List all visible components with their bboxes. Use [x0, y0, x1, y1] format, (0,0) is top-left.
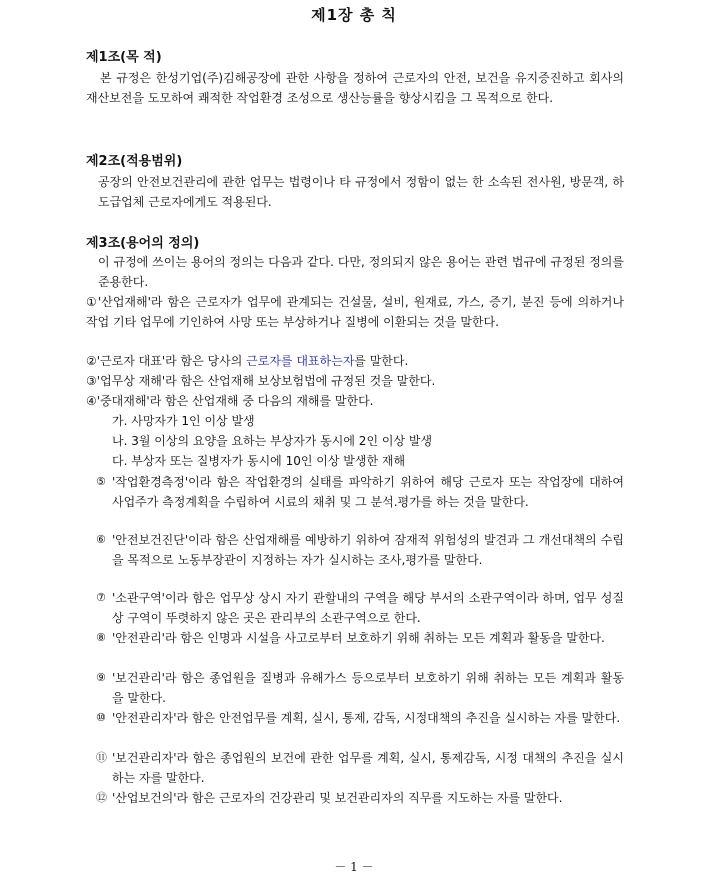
worker-representative-link[interactable]: 근로자를 대표하는자: [246, 354, 355, 368]
item-text: '보건관리'라 함은 종업원을 질병과 유해가스 등으로부터 보호하기 위해 취하는 모든 계획과 활동을 말한다.: [112, 671, 624, 705]
item-text: '산업보건의'라 함은 근로자의 건강관리 및 보건관리자의 직무를 지도하는 자를 말한다.: [112, 791, 563, 805]
definition-item: [86, 371, 435, 391]
page-number: － 1 －: [334, 860, 374, 874]
item-text: '중대재해'라 함은 산업재해 중 다음의 재해를 말한다.: [96, 394, 374, 408]
sub-item: 가. 사망자가 1인 이상 발생: [112, 414, 255, 428]
item-number: ⑨: [96, 671, 106, 684]
item-number: ⑥: [96, 533, 106, 546]
item-number: ⑩: [96, 711, 106, 724]
article-3-title: 제3조(용어의 정의): [86, 236, 200, 251]
item-text: '업무상 재해'라 함은 산업재해 보상보험법에 규정된 것을 말한다.: [96, 374, 436, 388]
item-text: '산업재해'라 함은 근로자가 업무에 관계되는 건설물, 설비, 원재료, 가스, 증기, 분진 등에 의하거나 작업 기타 업무에 기인하여 사망 또는 부상하거나 질병에 이환되는 것을 말한다.: [86, 295, 624, 329]
sub-item: 다. 부상자 또는 질병자가 동시에 10인 이상 발생한 재해: [112, 454, 406, 468]
item-text: '안전관리'라 함은 인명과 시설을 사고로부터 보호하기 위해 취하는 모든 계획과 활동을 말한다.: [112, 631, 605, 645]
item-number: ⑧: [96, 631, 106, 644]
article-2-text: 공장의 안전보건관리에 관한 업무는 법령이나 타 규정에서 정함이 없는 한 소속된 전사원, 방문객, 하도급업체 근로자에게도 적용된다.: [98, 175, 624, 209]
item-text: '보건관리자'라 함은 종업원의 보건에 관한 업무를 계획, 실시, 통제감독, 시정 대책의 추진을 실시하는 자를 말한다.: [112, 751, 624, 785]
item-number: ②: [86, 354, 97, 368]
definition-item: [86, 351, 408, 371]
item-text: '작업환경측정'이라 함은 작업환경의 실태를 파악하기 위하여 해당 근로자 또는 작업장에 대하여 사업주가 측정계획을 수립하여 시료의 채취 및 그 분석.평가를 하는 것을 말한다.: [112, 475, 624, 509]
item-number: ⑪: [96, 751, 107, 764]
definition-item: [86, 292, 624, 332]
item-text-post: 를 말한다.: [354, 354, 409, 368]
item-text-pre: '근로자 대표'라 함은 당사의: [96, 354, 247, 368]
item-number: ①: [86, 295, 98, 309]
item-text: '소관구역'이라 함은 업무상 상시 자기 관할내의 구역을 해당 부서의 소관구역이라 하며, 업무 성질상 구역이 뚜렷하지 않은 곳은 관리부의 소관구역으로 한다.: [112, 591, 624, 625]
item-text: '안전보건진단'이라 함은 산업재해를 예방하기 위하여 잠재적 위험성의 발견과 그 개선대책의 수립을 목적으로 노동부장관이 지정하는 자가 실시하는 조사,평가를 말한다.: [112, 533, 624, 567]
definition-item: [86, 391, 374, 411]
article-3-intro: 이 규정에 쓰이는 용어의 정의는 다음과 같다. 다만, 정의되지 않은 용어는 관련 법규에 규정된 정의를 준용한다.: [98, 255, 624, 289]
item-text: '안전관리자'라 함은 안전업무를 계획, 실시, 통제, 감독, 시정대책의 추진을 실시하는 자를 말한다.: [112, 711, 621, 725]
sub-item: 나. 3월 이상의 요양을 요하는 부상자가 동시에 2인 이상 발생: [112, 434, 433, 448]
item-number: ⑫: [96, 791, 107, 804]
item-number: ⑤: [96, 475, 106, 488]
chapter-title: 제1장 총 칙: [311, 6, 397, 24]
item-number: ④: [86, 394, 97, 408]
item-number: ③: [86, 374, 97, 388]
article-1-title: 제1조(목 적): [86, 50, 162, 65]
article-2-title: 제2조(적용범위): [86, 154, 183, 169]
article-1-text: 본 규정은 한성기업(주)김해공장에 관한 사항을 정하여 근로자의 안전, 보건을 유지증진하고 회사의 재산보전을 도모하여 쾌적한 작업환경 조성으로 생산능률을 향상시킴을 그 목적으로 한다.: [86, 71, 624, 105]
item-number: ⑦: [96, 591, 106, 604]
